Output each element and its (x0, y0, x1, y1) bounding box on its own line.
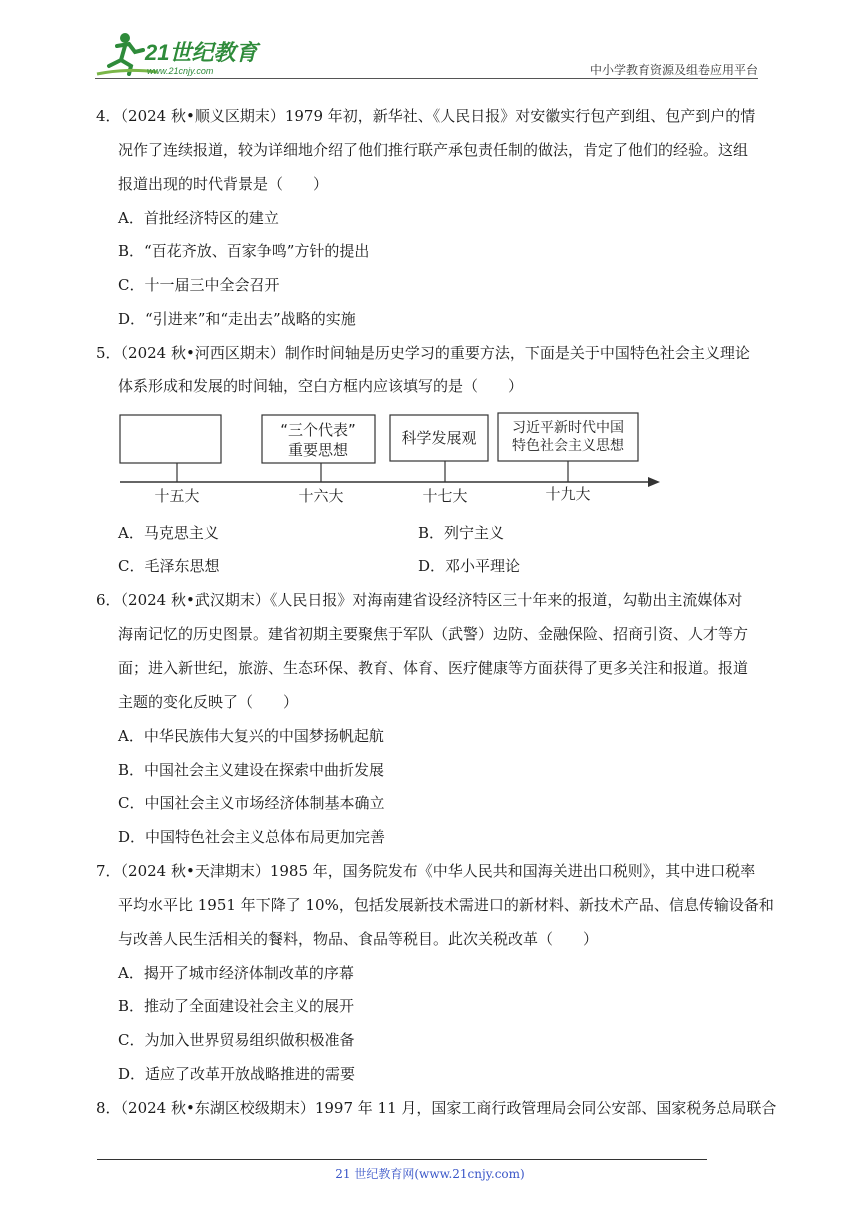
platform-name: 中小学教育资源及组卷应用平台 (589, 63, 758, 77)
q6-stem-line3: 面；进入新世纪，旅游、生态环保、教育、体育、医疗健康等方面获得了更多关注和报道。报道 (118, 659, 749, 677)
q5-option-c: C．毛泽东思想 (118, 557, 220, 575)
q6-option-b: B．中国社会主义建设在探索中曲折发展 (118, 761, 385, 779)
q5-stem-line1: 5．（2024 秋•河西区期末）制作时间轴是历史学习的重要方法，下面是关于中国特色社会主义理论 (96, 344, 750, 362)
svg-text:21世纪教育: 21世纪教育 (145, 40, 258, 65)
q4-option-d: D．“引进来”和“走出去”战略的实施 (118, 310, 356, 328)
timeline-arrowhead (648, 477, 660, 487)
header-divider (95, 78, 758, 79)
box4-line2: 特色社会主义思想 (512, 438, 624, 454)
footer-text: 21 世纪教育网(www.21cnjy.com) (335, 1167, 525, 1181)
q6-option-c: C．中国社会主义市场经济体制基本确立 (118, 794, 385, 812)
q5-option-b: B．列宁主义 (418, 524, 505, 542)
footer-divider (97, 1159, 707, 1160)
q5-stem-line2: 体系形成和发展的时间轴，空白方框内应该填写的是（ ） (118, 377, 524, 395)
q4-option-c: C．十一届三中全会召开 (118, 276, 280, 294)
q7-option-b: B．推动了全面建设社会主义的展开 (118, 997, 355, 1015)
q7-stem-line3: 与改善人民生活相关的餐料，物品、食品等税目。此次关税改革（ ） (118, 930, 599, 948)
box2-line2: 重要思想 (287, 441, 349, 459)
q7-option-a: A．揭开了城市经济体制改革的序幕 (118, 964, 354, 982)
box3-text: 科学发展观 (401, 429, 477, 447)
q4-option-a: A．首批经济特区的建立 (118, 209, 279, 227)
q7-stem-line1: 7．（2024 秋•天津期末）1985 年，国务院发布《中华人民共和国海关进出口税则》，其中进口税率 (96, 862, 756, 880)
q4-stem-line3: 报道出现的时代背景是（ ） (118, 175, 329, 193)
logo (95, 30, 265, 78)
q8-stem-line1: 8．（2024 秋•东湖区校级期末）1997 年 11 月，国家工商行政管理局会同公安部、国家税务总局联合 (96, 1099, 777, 1117)
q6-option-a: A．中华民族伟大复兴的中国梦扬帆起航 (118, 727, 384, 745)
q6-stem-line4: 主题的变化反映了（ ） (118, 693, 299, 711)
box4-line1: 习近平新时代中国 (512, 420, 624, 436)
q4-option-b: B．“百花齐放、百家争鸣”方针的提出 (118, 242, 370, 260)
label-15th: 十五大 (154, 487, 200, 505)
q4-stem-line1: 4．（2024 秋•顺义区期末）1979 年初，新华社、《人民日报》对安徽实行包产到组、包产到户的情 (96, 107, 756, 125)
q6-stem-line2: 海南记忆的历史图景。建省初期主要聚焦于军队（武警）边防、金融保险、招商引资、人才等方 (118, 625, 749, 643)
svg-text:www.21cnjy.com: www.21cnjy.com (147, 66, 214, 76)
q7-stem-line2: 平均水平比 1951 年下降了 10%，包括发展新技术需进口的新材料、新技术产品、信息传输设备和 (118, 896, 774, 914)
page-header (95, 30, 758, 80)
label-17th: 十七大 (422, 487, 468, 505)
q6-stem-line1: 6．（2024 秋•武汉期末）《人民日报》对海南建省设经济特区三十年来的报道，勾勒出主流媒体对 (96, 591, 743, 609)
q7-option-d: D．适应了改革开放战略推进的需要 (118, 1065, 356, 1083)
box2-line1: “三个代表” (280, 421, 356, 439)
timeline-box-blank (120, 415, 221, 463)
q6-option-d: D．中国特色社会主义总体布局更加完善 (118, 828, 386, 846)
q5-option-a: A．马克思主义 (118, 524, 219, 542)
q7-option-c: C．为加入世界贸易组织做积极准备 (118, 1031, 355, 1049)
q5-option-d: D．邓小平理论 (418, 557, 521, 575)
label-19th: 十九大 (545, 485, 591, 503)
timeline-diagram (115, 408, 665, 508)
q4-stem-line2: 况作了连续报道，较为详细地介绍了他们推行联产承包责任制的做法，肯定了他们的经验。这组 (118, 141, 749, 159)
label-16th: 十六大 (298, 487, 344, 505)
